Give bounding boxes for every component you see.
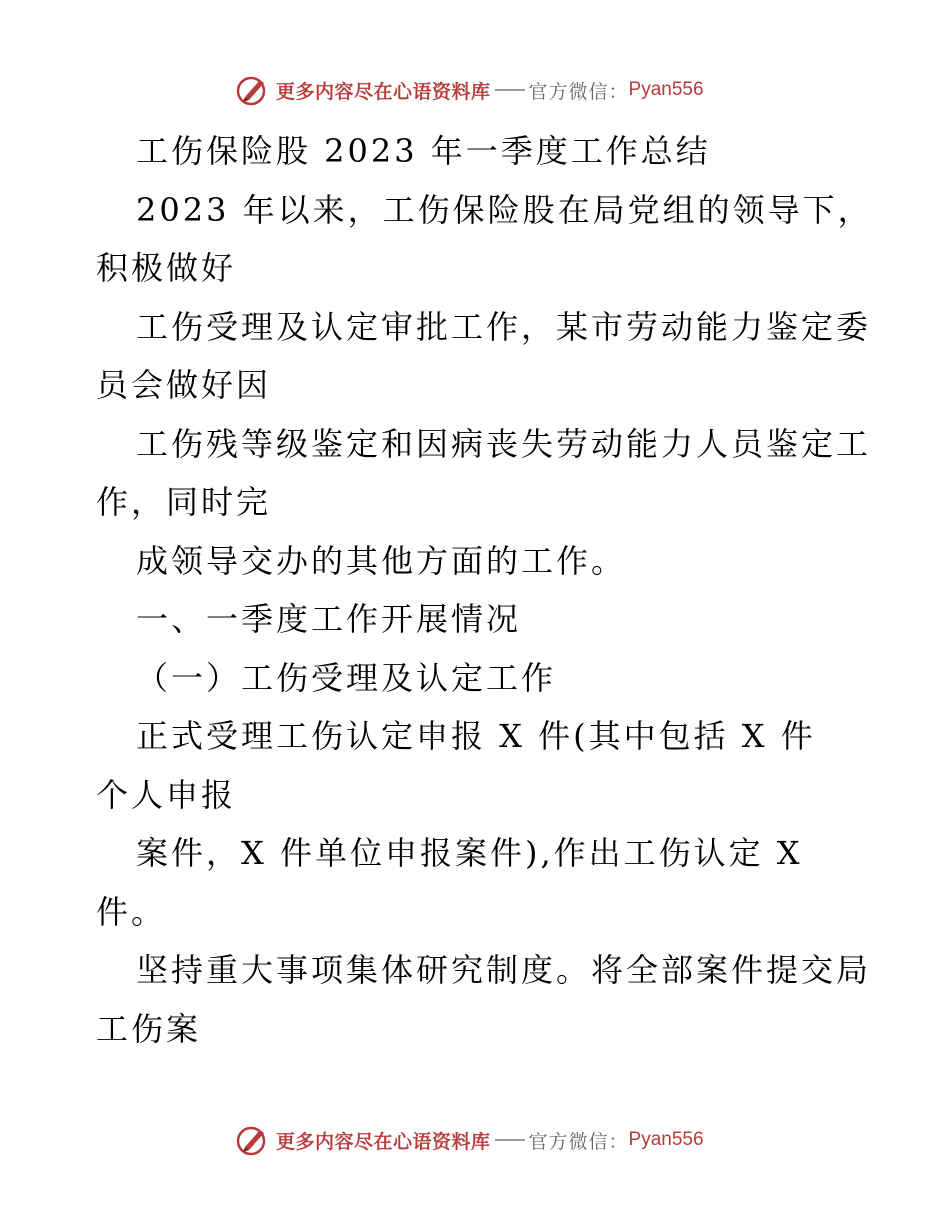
pen-logo-icon (236, 73, 270, 107)
watermark-wechat-label: 官方微信： (528, 80, 629, 103)
footer-watermark (236, 1122, 704, 1158)
text-line: 作，同时完 (96, 483, 272, 521)
watermark-dash (495, 89, 525, 91)
text-line: 案件，X 件单位申报案件),作出工伤认定 X (136, 834, 803, 872)
watermark-text: 更多内容尽在心语资料库 (276, 80, 491, 103)
text-line: 工伤残等级鉴定和因病丧失劳动能力人员鉴定工 (136, 424, 872, 463)
text-line: 员会做好因 (96, 366, 272, 404)
document-body (96, 122, 873, 1058)
watermark-dash (495, 1139, 525, 1141)
text-line: 工伤保险股 2023 年一季度工作总结 (136, 132, 711, 170)
pen-logo-icon (236, 1123, 270, 1157)
watermark-wechat-id: Pyan556 (628, 79, 704, 100)
text-line: 积极做好 (96, 249, 237, 287)
text-line: 个人申报 (96, 775, 237, 814)
text-line: 一、一季度工作开展情况 (136, 600, 522, 638)
header-watermark (236, 72, 704, 108)
watermark-wechat-id: Pyan556 (628, 1129, 704, 1150)
text-line: 2023 年以来，工伤保险股在局党组的领导下， (136, 190, 873, 229)
text-line: 工伤案 (96, 1009, 202, 1048)
watermark-wechat-label: 官方微信： (528, 1130, 629, 1153)
text-line: 工伤受理及认定审批工作，某市劳动能力鉴定委 (136, 307, 872, 346)
text-line: （一）工伤受理及认定工作 (136, 658, 557, 697)
text-line: 正式受理工伤认定申报 X 件(其中包括 X 件 (136, 717, 816, 755)
text-line: 坚持重大事项集体研究制度。将全部案件提交局 (136, 951, 872, 989)
watermark-text: 更多内容尽在心语资料库 (276, 1130, 491, 1153)
text-line: 件。 (96, 892, 167, 931)
text-line: 成领导交办的其他方面的工作。 (136, 541, 627, 580)
